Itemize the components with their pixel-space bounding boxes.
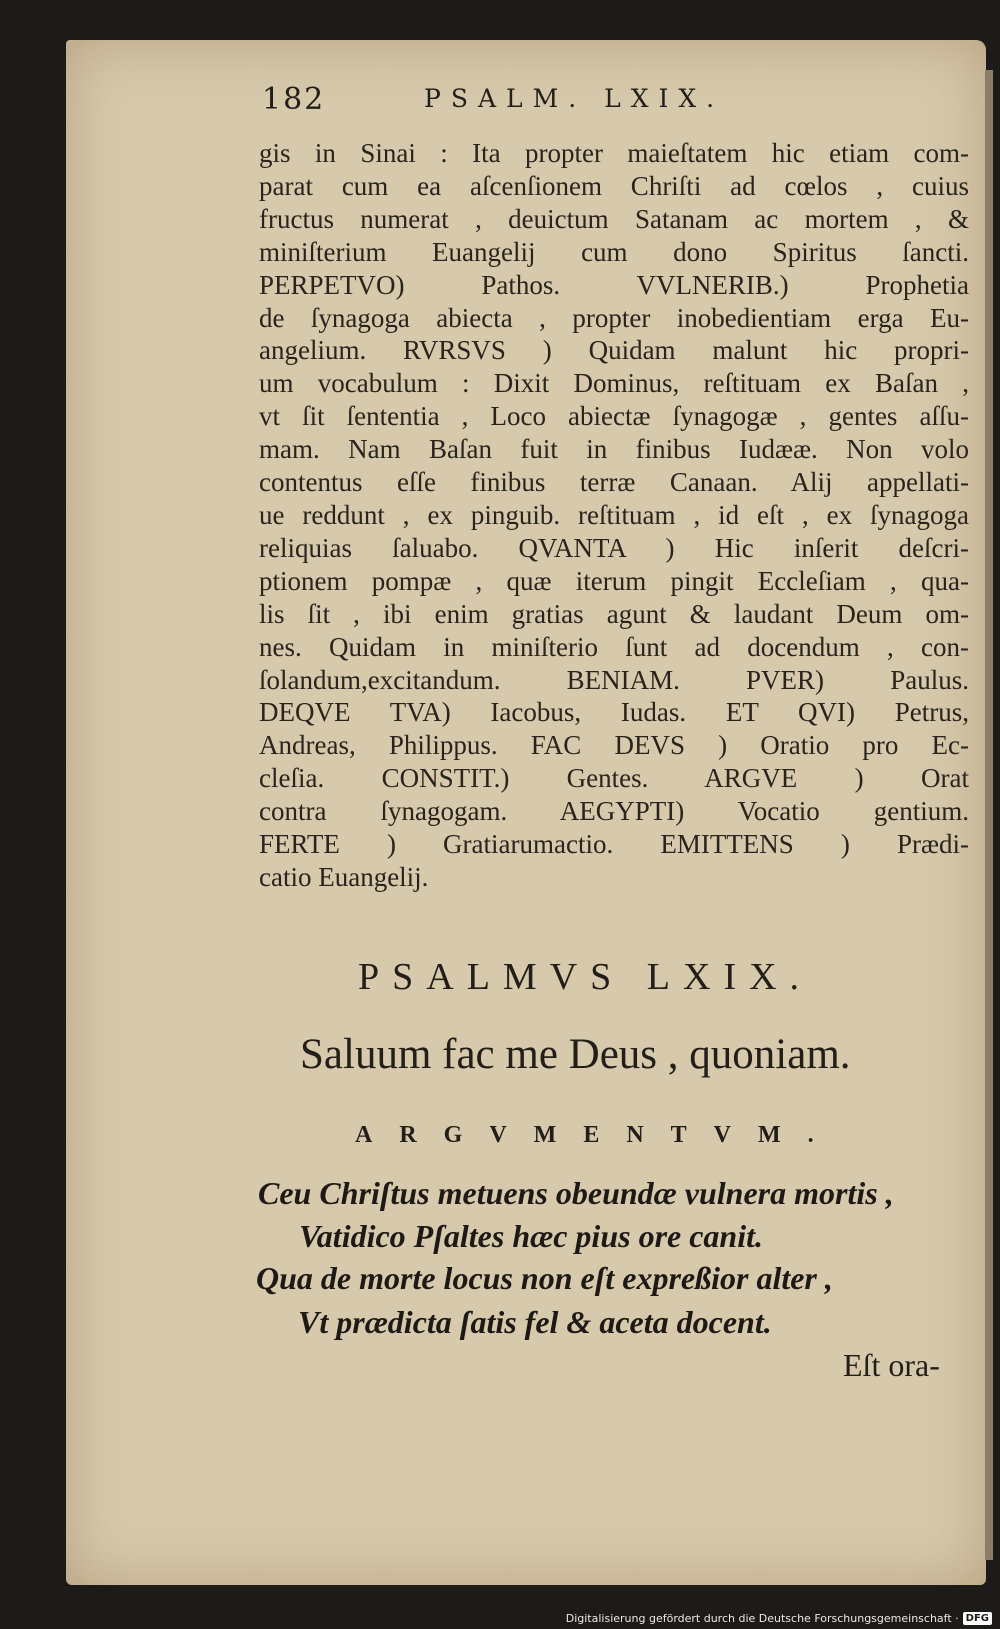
- text-line: contentus eſſe finibus terræ Canaan. Alij appellati-: [259, 467, 969, 498]
- catchword: Eſt ora-: [843, 1347, 940, 1383]
- verse-line: Qua de morte locus non eſt expreßior alter ,: [256, 1260, 833, 1296]
- page-edge: [985, 70, 993, 1560]
- text-line: de ſynagoga abiecta , propter inobedientiam erga Eu-: [259, 302, 969, 333]
- text-line: Andreas, Philippus. FAC DEVS ) Oratio pro Ec-: [259, 730, 969, 761]
- text-line: um vocabulum : Dixit Dominus, reſtituam ex Baſan ,: [259, 368, 969, 399]
- text-line: ue reddunt , ex pinguib. reſtituam , id eſt , ex ſynagoga: [259, 499, 969, 530]
- dfg-logo-icon: DFG: [963, 1612, 992, 1625]
- text-line: miniſterium Euangelij cum dono Spiritus ſancti.: [259, 236, 969, 267]
- footer-text: Digitalisierung gefördert durch die Deutsche Forschungsgemeinschaft ·: [565, 1612, 959, 1625]
- text-line: fructus numerat , deuictum Satanam ac mortem , &: [259, 203, 969, 234]
- text-line: ptionem pompæ , quæ iterum pingit Eccleſiam , qua-: [259, 565, 969, 596]
- text-line: nes. Quidam in miniſterio ſunt ad docendum , con-: [259, 631, 969, 662]
- verse-line: Vatidico Pſaltes hæc pius ore canit.: [299, 1218, 763, 1254]
- psalm-incipit: Saluum fac me Deus , quoniam.: [300, 1031, 851, 1078]
- text-line: mam. Nam Baſan fuit in finibus Iudææ. Non volo: [259, 434, 969, 465]
- running-title: PSALM. LXIX.: [424, 84, 725, 113]
- text-line: angelium. RVRSVS ) Quidam malunt hic propri-: [259, 335, 969, 366]
- psalm-title: PSALMVS LXIX.: [358, 956, 813, 998]
- commentary-text: [259, 137, 969, 894]
- text-line: ſolandum,excitandum. BENIAM. PVER) Paulus.: [259, 664, 969, 695]
- text-line: catio Euangelij.: [259, 861, 429, 892]
- page-number: 182: [262, 82, 326, 117]
- verse-line: Ceu Chriſtus metuens obeundæ vulnera mortis ,: [258, 1175, 894, 1211]
- text-line: gis in Sinai : Ita propter maieſtatem hic etiam com-: [259, 138, 969, 168]
- text-line: contra ſynagogam. AEGYPTI) Vocatio gentium.: [259, 796, 969, 827]
- text-line: lis ſit , ibi enim gratias agunt & laudant Deum om-: [259, 598, 969, 629]
- verse-line: Vt prædicta ſatis fel & aceta docent.: [298, 1304, 772, 1340]
- text-line: PERPETVO) Pathos. VVLNERIB.) Prophetia: [259, 269, 969, 300]
- text-line: vt ſit ſententia , Loco abiectæ ſynagogæ , gentes aſſu-: [259, 401, 969, 432]
- text-line: reliquias ſaluabo. QVANTA ) Hic inſerit deſcri-: [259, 532, 969, 563]
- text-line: parat cum ea aſcenſionem Chriſti ad cœlos , cuius: [259, 170, 969, 201]
- text-line: FERTE ) Gratiarumactio. EMITTENS ) Prædi-: [259, 829, 969, 860]
- argumentum-heading: ARGVMENTVM.: [355, 1122, 841, 1148]
- text-line: DEQVE TVA) Iacobus, Iudas. ET QVI) Petrus,: [259, 697, 969, 728]
- digitization-footer: [566, 1612, 992, 1625]
- text-line: cleſia. CONSTIT.) Gentes. ARGVE ) Orat: [259, 763, 969, 794]
